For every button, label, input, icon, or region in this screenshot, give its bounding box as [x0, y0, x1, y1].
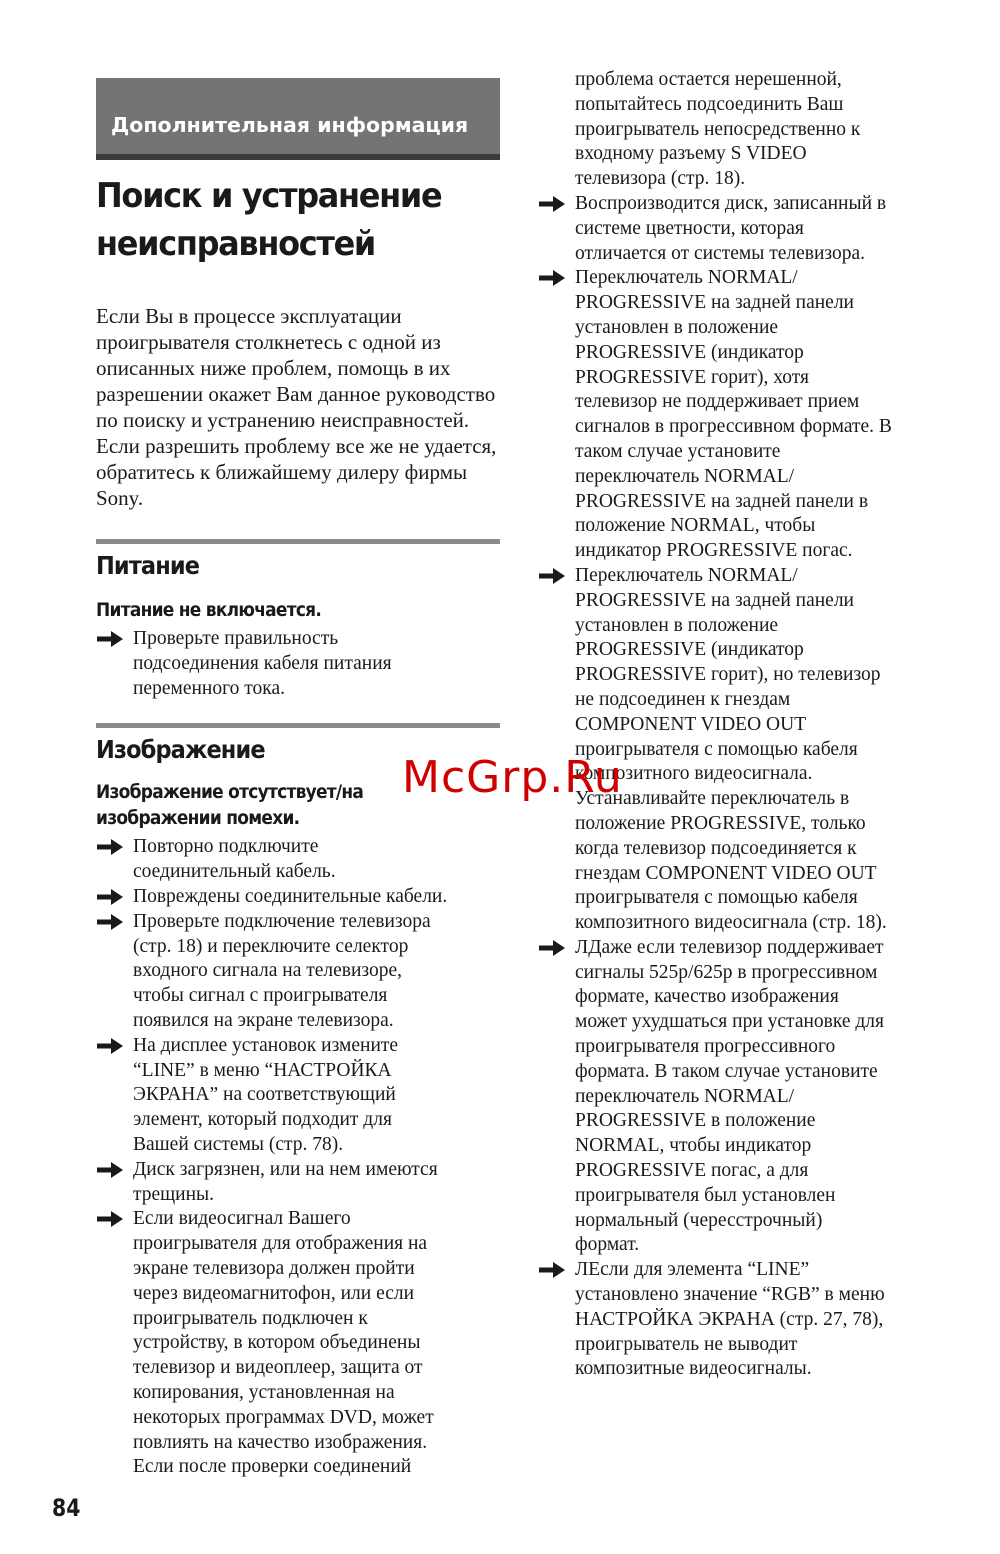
list-item-line: PROGRESSIVE на задней панели	[575, 589, 854, 611]
list-item-line: PROGRESSIVE на задней панели в	[575, 490, 869, 512]
list-item-line: переключатель NORMAL/	[575, 1085, 795, 1107]
arrow-right-icon	[96, 1210, 124, 1228]
list-item-line: через видеомагнитофон, или если	[133, 1282, 415, 1304]
list-item	[96, 1207, 500, 1480]
topic-heading-picture: Изображение	[96, 735, 265, 765]
list-item-line: входного сигнала на телевизоре,	[133, 960, 403, 982]
arrow-right-icon	[96, 888, 124, 906]
list-item-line: экране телевизора должен пройти	[133, 1257, 415, 1279]
list-item-line: Если видеосигнал Вашего	[133, 1208, 351, 1230]
list-item-line: отличается от системы телевизора.	[575, 242, 866, 264]
list-item-line: формата. В таком случае установите	[575, 1060, 878, 1082]
continued-line: входному разъему S VIDEO	[575, 143, 807, 165]
list-item	[538, 192, 958, 266]
topic-divider	[96, 723, 500, 728]
list-item-line: “LINE” в меню “НАСТРОЙКА	[133, 1059, 392, 1081]
solution-list-power	[96, 627, 500, 701]
list-item-line: нормальный (чересстрочный)	[575, 1209, 823, 1231]
list-item-line: PROGRESSIVE (индикатор	[575, 341, 804, 363]
list-item-line: установлено значение “RGB” в меню	[575, 1284, 885, 1306]
list-item	[538, 564, 958, 936]
list-item-line: проигрыватель не выводит	[575, 1333, 798, 1355]
list-item-line: Устанавливайте переключатель в	[575, 788, 850, 810]
list-item-line: переключатель NORMAL/	[575, 465, 795, 487]
list-item	[96, 910, 500, 1034]
list-item-line: проигрывателя для отображения на	[133, 1233, 428, 1255]
list-item-line: формате, качество изображения	[575, 986, 839, 1008]
section-banner: Дополнительная информация	[96, 78, 500, 160]
continued-line: попытайтесь подсоединить Ваш	[575, 93, 844, 115]
list-item	[96, 1158, 500, 1208]
list-item-line: некоторых программах DVD, может	[133, 1406, 434, 1428]
list-item-line: чтобы сигнал с проигрывателя	[133, 985, 388, 1007]
list-item-line: устройству, в котором объединены	[133, 1332, 421, 1354]
list-item	[538, 266, 958, 564]
problem-heading-power: Питание не включается.	[96, 600, 322, 621]
arrow-right-icon	[96, 913, 124, 931]
list-item-line: NORMAL, чтобы индикатор	[575, 1135, 812, 1157]
watermark: McGrp.Ru	[402, 752, 623, 803]
list-item-line: Переключатель NORMAL/	[575, 267, 798, 289]
list-item-line: таком случае установите	[575, 440, 781, 462]
list-item-line: ЛДаже если телевизор поддерживает	[575, 936, 884, 958]
list-item-line: проигрывателя с помощью кабеля	[575, 738, 858, 760]
arrow-right-icon	[538, 939, 566, 957]
list-item-line: проигрывателя прогрессивного	[575, 1036, 836, 1058]
list-item-line: установлен в положение	[575, 614, 779, 636]
list-item-line: Проверьте подключение телевизора	[133, 910, 431, 932]
continued-line: проигрыватель непосредственно к	[575, 118, 861, 140]
list-item-line: копирования, установленная на	[133, 1381, 395, 1403]
list-item-line: индикатор PROGRESSIVE погас.	[575, 540, 853, 562]
list-item-line: телевизор и видеоплеер, защита от	[133, 1357, 423, 1379]
list-item-line: положение NORMAL, чтобы	[575, 515, 816, 537]
list-item-line: системе цветности, которая	[575, 217, 804, 239]
list-item-line: проигрыватель подключен к	[133, 1307, 368, 1329]
list-item-line: подсоединения кабеля питания	[133, 652, 392, 674]
topic-divider	[96, 539, 500, 544]
list-item-line: Повторно подключите	[133, 836, 319, 858]
list-item-line: PROGRESSIVE погас, а для	[575, 1160, 809, 1182]
intro-paragraph: Если Вы в процессе эксплуатации проигрывателя столкнетесь с одной из описанных ниже проблем, помощь в их разрешении окажет Вам данное руководство по поиску и устранению неисправностей. Если разрешить проблему все же не удается, обратитесь к ближайшему дилеру фирмы Sony.	[96, 304, 497, 510]
list-item	[538, 1258, 958, 1382]
list-item-line: проигрывателя был установлен	[575, 1184, 836, 1206]
list-item-line: PROGRESSIVE на задней панели	[575, 292, 854, 314]
solution-list-picture	[96, 835, 500, 1480]
page-title	[96, 172, 476, 268]
list-item-line: композитного видеосигнала.	[575, 763, 813, 785]
list-item-line: Вашей системы (стр. 78).	[133, 1133, 344, 1155]
list-item-line: Воспроизводится диск, записанный в	[575, 192, 887, 214]
list-item-line: соединительный кабель.	[133, 861, 336, 883]
arrow-right-icon	[538, 269, 566, 287]
list-item-line: установлен в положение	[575, 316, 779, 338]
list-item	[96, 627, 500, 701]
right-column	[538, 68, 958, 1382]
problem-heading-line: изображении помехи.	[96, 808, 300, 830]
list-item-line: PROGRESSIVE горит), но телевизор	[575, 664, 881, 686]
arrow-right-icon	[96, 1037, 124, 1055]
list-item-line: композитные видеосигналы.	[575, 1358, 812, 1380]
list-item-line: не подсоединен к гнездам	[575, 688, 791, 710]
list-item	[538, 936, 958, 1258]
page-title-line: неисправностей	[96, 224, 376, 264]
list-item-line: появился на экране телевизора.	[133, 1009, 394, 1031]
arrow-right-icon	[538, 1261, 566, 1279]
list-item-line: может ухудшаться при установке для	[575, 1011, 885, 1033]
list-item-line: ЛЕсли для элемента “LINE”	[575, 1259, 810, 1281]
arrow-right-icon	[96, 838, 124, 856]
arrow-right-icon	[96, 1161, 124, 1179]
page-title-line: Поиск и устранение	[96, 176, 442, 216]
list-item-line: гнездам COMPONENT VIDEO OUT	[575, 862, 877, 884]
list-item-line: Диск загрязнен, или на нем имеются	[133, 1158, 438, 1180]
list-item	[96, 1034, 500, 1158]
list-item-line: НАСТРОЙКА ЭКРАНА (стр. 27, 78),	[575, 1308, 884, 1330]
list-item-line: композитного видеосигнала (стр. 18).	[575, 912, 887, 934]
list-item-line: Проверьте правильность	[133, 628, 339, 649]
list-item-line: PROGRESSIVE (индикатор	[575, 639, 804, 661]
list-item-line: PROGRESSIVE в положение	[575, 1110, 816, 1132]
list-item-line: переменного тока.	[133, 677, 285, 699]
page-number: 84	[52, 1494, 81, 1522]
list-item-line: формат.	[575, 1234, 640, 1256]
list-item-line: COMPONENT VIDEO OUT	[575, 713, 807, 735]
list-item-line: когда телевизор подсоединяется к	[575, 837, 857, 859]
topic-heading-power: Питание	[96, 551, 200, 580]
list-item-line: сигналов в прогрессивном формате. В	[575, 416, 892, 438]
list-item-line: (стр. 18) и переключите селектор	[133, 935, 409, 957]
list-item-line: положение PROGRESSIVE, только	[575, 812, 866, 834]
list-item-line: элемент, который подходит для	[133, 1109, 392, 1131]
list-item-line: ЭКРАНА” на соответствующий	[133, 1084, 396, 1106]
list-item-line: трещины.	[133, 1183, 215, 1205]
arrow-right-icon	[538, 567, 566, 585]
list-item-line: Повреждены соединительные кабели.	[133, 885, 448, 907]
list-item	[96, 835, 500, 885]
list-item-line: проигрывателя с помощью кабеля	[575, 887, 858, 909]
problem-heading-line: Изображение отсутствует/на	[96, 782, 364, 804]
continued-line: проблема остается нерешенной,	[575, 69, 842, 90]
list-item	[96, 885, 500, 910]
list-item-line: На дисплее установок измените	[133, 1034, 399, 1056]
arrow-right-icon	[538, 195, 566, 213]
list-item-line: повлиять на качество изображения.	[133, 1431, 428, 1453]
arrow-right-icon	[96, 630, 124, 648]
list-item-line: Переключатель NORMAL/	[575, 564, 798, 586]
list-item-line: сигналы 525p/625p в прогрессивном	[575, 961, 878, 983]
list-item-line: Если после проверки соединений	[133, 1456, 412, 1478]
list-item-line: телевизор не поддерживает прием	[575, 391, 860, 413]
continued-solution	[538, 68, 958, 192]
list-item-line: PROGRESSIVE горит), хотя	[575, 366, 809, 388]
continued-line: телевизора (стр. 18).	[575, 168, 746, 190]
